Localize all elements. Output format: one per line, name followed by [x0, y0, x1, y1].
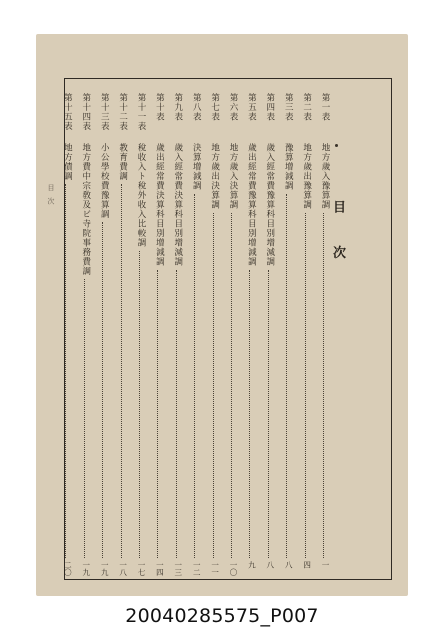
toc-entry — [207, 93, 221, 579]
toc-entry — [262, 93, 276, 579]
toc-entry — [280, 93, 294, 579]
toc-entry-page: 一九 — [81, 561, 91, 576]
toc-entry-title: 地方歲入決算調 — [228, 143, 238, 210]
toc-entry-title: 小公學校費豫算調 — [99, 143, 110, 219]
toc-dot-leader — [213, 213, 214, 558]
toc-dot-leader — [305, 213, 306, 558]
toc-entry-number: 第十三表 — [99, 93, 110, 131]
toc-entry-number: 第八表 — [191, 93, 202, 122]
toc-entry-page: 四 — [302, 561, 312, 569]
toc-entry-number: 第十五表 — [62, 93, 73, 131]
ink-dot — [335, 144, 338, 147]
toc-entry-number: 第十一表 — [136, 93, 146, 131]
toc-entry-number: 第七表 — [209, 93, 220, 122]
toc-entry-number: 第十二表 — [117, 93, 128, 131]
toc-entry-page: 一八 — [118, 561, 128, 576]
toc-entry-title: 歲出經常費決算科目別增減調 — [154, 143, 165, 267]
toc-dot-leader — [231, 213, 232, 558]
side-margin-label: 目 次 — [47, 184, 55, 207]
toc-entry-number: 第三表 — [283, 93, 294, 122]
toc-dot-leader — [268, 270, 269, 558]
toc-entry-number: 第五表 — [246, 93, 257, 122]
toc-entry-number: 第六表 — [228, 93, 238, 122]
toc-entry-title: 地方債調 — [62, 143, 73, 181]
toc-entry — [170, 93, 184, 579]
toc-entry-page: 八 — [284, 561, 294, 569]
toc-dot-leader — [286, 194, 287, 558]
toc-entry-page: 九 — [247, 561, 257, 569]
toc-entry-number: 第十四表 — [80, 93, 91, 131]
toc-entry-number: 第十表 — [154, 93, 165, 122]
toc-dot-leader — [84, 279, 85, 558]
toc-entry-title: 地方費中宗敎及ビ寺院事務費調 — [80, 143, 91, 276]
toc-entry — [243, 93, 257, 579]
toc-entry — [78, 93, 92, 579]
toc-entry-title: 歲出經常費豫算科目別增減調 — [246, 143, 257, 267]
toc-entry-title: 地方歲入豫算調 — [320, 143, 330, 210]
toc-entry-number: 第二表 — [301, 93, 312, 122]
toc-entry-title: 豫算增減調 — [283, 143, 294, 191]
toc-dot-leader — [121, 184, 122, 558]
toc-entry — [299, 93, 313, 579]
toc-dot-leader — [157, 270, 158, 558]
toc-entry-number: 第九表 — [172, 93, 183, 122]
scanned-page — [36, 34, 408, 596]
toc-entry-page: 一九 — [100, 561, 110, 576]
toc-entry — [188, 93, 202, 579]
toc-entry-number: 第四表 — [264, 93, 275, 122]
toc-entry-page: 一〇 — [229, 561, 238, 576]
toc-entry — [225, 93, 239, 579]
toc-dot-leader — [194, 194, 195, 558]
toc-entry — [317, 93, 331, 579]
toc-dot-leader — [65, 184, 66, 558]
toc-entry-title: 教育費調 — [117, 143, 128, 181]
toc-entry — [115, 93, 129, 579]
toc-entry-title: 歲入經常費決算科目別增減調 — [172, 143, 183, 267]
image-id-caption: 20040285575_P007 — [125, 605, 319, 627]
toc-heading: 目 次 — [330, 200, 345, 273]
toc-dot-leader — [249, 270, 250, 558]
toc-entry — [133, 93, 147, 579]
toc-entry-page: 一三 — [173, 561, 183, 576]
toc-entry-title: 稅收入ト稅外收入比較調 — [136, 143, 146, 248]
toc-entry-title: 地方歲出決算調 — [209, 143, 220, 210]
toc-dot-leader — [139, 251, 140, 558]
toc-entry-title: 地方歲出豫算調 — [301, 143, 312, 210]
toc-entry-page: 八 — [265, 561, 275, 569]
toc-entry — [59, 93, 73, 579]
toc-entry-page: 一七 — [137, 561, 146, 576]
toc-entry-number: 第一表 — [320, 93, 330, 122]
toc-dot-leader — [102, 222, 103, 558]
toc-entry — [151, 93, 165, 579]
toc-entry — [96, 93, 110, 579]
toc-entry-page: 一一 — [210, 561, 220, 576]
toc-dot-leader — [176, 270, 177, 558]
toc-dot-leader — [323, 213, 324, 558]
toc-entry-page: 一 — [321, 561, 330, 569]
toc-entry-title: 決算增減調 — [191, 143, 202, 191]
toc-entry-page: 一二 — [192, 561, 202, 576]
toc-entry-title: 歲入經常費豫算科目別增減調 — [264, 143, 275, 267]
toc-entry-page: 一四 — [155, 561, 165, 576]
toc-entry-page: 二〇 — [63, 561, 73, 576]
